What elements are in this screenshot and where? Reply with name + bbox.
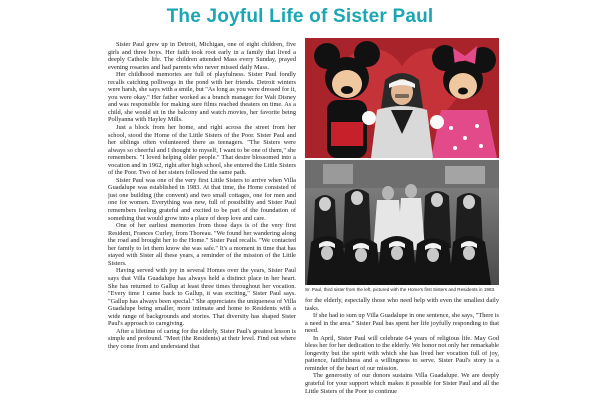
page-title: The Joyful Life of Sister Paul: [166, 6, 434, 27]
paragraph: After a lifetime of caring for the elderly, Sister Paul's greatest lesson is simple and profound. "Meet (the Residents) at their level. Find out where they come from and understand that: [108, 327, 296, 350]
photo-illustration: [305, 38, 499, 158]
paragraph: The generosity of our donors sustains Villa Guadalupe. We are deeply grateful for your support which makes it possible for Sister Paul and all the Little Sisters of the Poor to continue: [305, 372, 499, 395]
photo-group-1983: [305, 160, 499, 285]
photo-illustration: [305, 160, 499, 285]
paragraph: In April, Sister Paul will celebrate 64 years of religious life. May God bless her for her dedication to the elderly. We honor not only her remarkable longevity but the spirit with which she has lived her vocation full of joy, patience, faithfulness and a willingness to serve. Sister Paul's story is a reminder of the heart of our mission.: [305, 334, 499, 372]
paragraph: If she had to sum up Villa Guadalupe in one sentence, she says, "There is a need in the area." Sister Paul has spent her life joyfully responding to that need.: [305, 312, 499, 335]
paragraph: Sister Paul grew up in Detroit, Michigan, one of eight children, five girls and three boys. Her faith took root early in a family that lived a deeply Catholic life. The children attended Mass every Sunday, prayed evening rosaries and had parents who never missed daily Mass.: [108, 41, 296, 71]
paragraph: Having served with joy in several Homes over the years, Sister Paul says that Villa Guadalupe has always held a distinct place in her heart. She has returned to Gallup at least three times throughout her vocation. "Every time I came back to Gallup, it was exciting," Sister Paul says. "Gallup has always been special." She appreciates the uniqueness of Villa Guadalupe being smaller, more intimate and home to Residents with a wide range of backgrounds and stories. That diversity has shaped Sister Paul's approach to caregiving.: [108, 267, 296, 328]
paragraph: Just a block from her home, and right across the street from her school, stood the Home of the Little Sisters of the Poor. Sister Paul and her siblings often volunteered there as teenagers. "The Sisters were always so cheerful and I thought to myself, I want to be one of them," she remembers. "I loved helping older people." That desire blossomed into a vocation and in 1962, right after high school, she entered the Little Sisters of the Poor. Two of her sisters followed the same path.: [108, 124, 296, 177]
photo-caption: Sr. Paul, third sister from the left, pictured with the Home's first Sisters and Residents in 1983.: [305, 287, 496, 292]
article-right-column: [305, 297, 499, 403]
photo-sister-with-mickey-minnie: [305, 38, 499, 158]
paragraph: for the elderly, especially those who need help with even the smallest daily tasks.: [305, 297, 499, 312]
article-left-column: [108, 41, 296, 403]
paragraph: One of her earliest memories from those days is of the very first Resident, Frances Curley, from Thoreau. "We found her wandering along the road and brought her to the Home." Sister Paul recalls. "We contacted her family to let them know she was safe." It's a moment in time that has stayed with Sister all these years, a reminder of the mission of the Little Sisters.: [108, 222, 296, 267]
paragraph: Sister Paul was one of the very first Little Sisters to arrive when Villa Guadalupe was established in 1983. At that time, the Home consisted of just one building (the convent) and two small cottages, one for men and one for women. Everything was new, full of possibility and Sister Paul remembers feeling grateful and excited to be part of the foundation of something that would grow into a place of deep love and care.: [108, 176, 296, 222]
paragraph: Her childhood memories are full of playfulness. Sister Paul fondly recalls catching polliwogs in the pond with her friends. Detroit winters were harsh, she says with a smile, but "As long as you were dressed for it, you were okay." Her father worked as a branch manager for Walt Disney and was responsible for making sure films reached theaters on time. As a child, she would sit in the balcony and watch movies, her favorite being Pollyanna with Hayley Mills.: [108, 71, 296, 124]
